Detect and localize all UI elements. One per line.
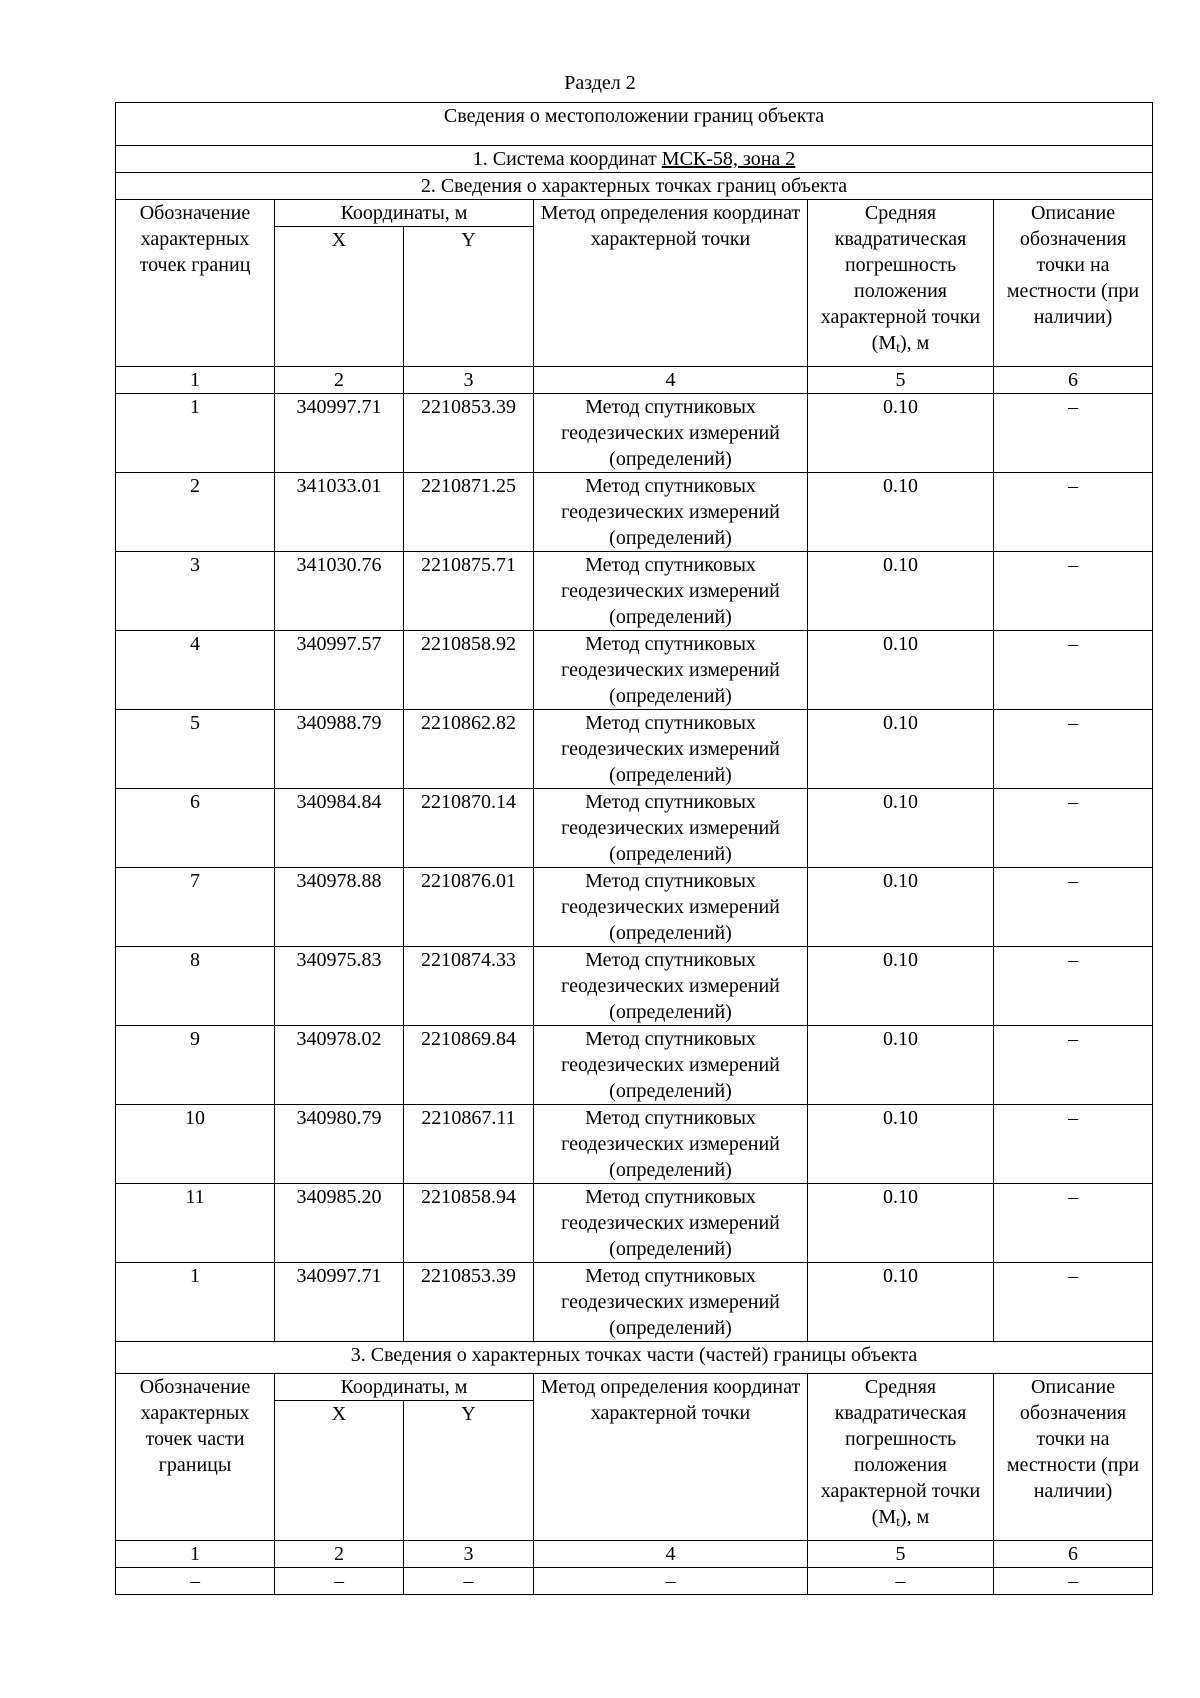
point-error: 0.10: [808, 473, 994, 552]
col-description: Описание обозначения точки на местности (при наличии): [994, 200, 1153, 367]
col-coords: Координаты, м: [275, 200, 534, 227]
coord-system-label: 1. Система координат: [472, 148, 657, 170]
point-method: Метод спутниковых геодезических измерений (определений): [534, 947, 808, 1026]
col-number: 4: [534, 367, 808, 394]
table-row: [116, 1263, 1153, 1342]
point-x: 340975.83: [275, 947, 404, 1026]
point-x: 340978.88: [275, 868, 404, 947]
table-row: [116, 710, 1153, 789]
col-description: Описание обозначения точки на местности (при наличии): [994, 1374, 1153, 1541]
col-y: Y: [404, 1401, 534, 1541]
coord-system-row: [116, 146, 1153, 173]
point-y: 2210853.39: [404, 394, 534, 473]
boundary-table: [115, 102, 1153, 1595]
point-number: 10: [116, 1105, 275, 1184]
point-description: –: [994, 1026, 1153, 1105]
points-heading: 2. Сведения о характерных точках границ объекта: [116, 173, 1153, 200]
table-row: [116, 552, 1153, 631]
point-error: 0.10: [808, 710, 994, 789]
point-description: –: [994, 473, 1153, 552]
point-number: 9: [116, 1026, 275, 1105]
parts-cell: –: [994, 1568, 1153, 1595]
point-method: Метод спутниковых геодезических измерений (определений): [534, 473, 808, 552]
col-error-text: Средняя квадратическая погрешность положения характерной точки (M: [820, 202, 981, 354]
point-x: 341030.76: [275, 552, 404, 631]
point-number: 2: [116, 473, 275, 552]
point-description: –: [994, 710, 1153, 789]
point-x: 340985.20: [275, 1184, 404, 1263]
table-row: [116, 1026, 1153, 1105]
col-error-suffix: ), м: [900, 1506, 930, 1528]
table-row: [116, 947, 1153, 1026]
col-method: Метод определения координат характерной точки: [534, 1374, 808, 1541]
point-y: 2210871.25: [404, 473, 534, 552]
table-row: [116, 1184, 1153, 1263]
point-y: 2210858.94: [404, 1184, 534, 1263]
point-y: 2210858.92: [404, 631, 534, 710]
point-error: 0.10: [808, 1184, 994, 1263]
point-error: 0.10: [808, 394, 994, 473]
point-description: –: [994, 394, 1153, 473]
point-description: –: [994, 631, 1153, 710]
col-number: 6: [994, 1541, 1153, 1568]
parts-cell: –: [534, 1568, 808, 1595]
point-x: 340997.71: [275, 394, 404, 473]
col-number: 3: [404, 1541, 534, 1568]
point-x: 341033.01: [275, 473, 404, 552]
col-error: [808, 200, 994, 367]
point-number: 5: [116, 710, 275, 789]
points-body: [116, 394, 1153, 1342]
col-number: 5: [808, 1541, 994, 1568]
point-method: Метод спутниковых геодезических измерений (определений): [534, 1263, 808, 1342]
col-number: 2: [275, 367, 404, 394]
col-error-suffix: ), м: [900, 332, 930, 354]
point-method: Метод спутниковых геодезических измерений (определений): [534, 789, 808, 868]
col-error-sub: t: [896, 341, 900, 356]
point-number: 8: [116, 947, 275, 1026]
col-number: 6: [994, 367, 1153, 394]
col-x: X: [275, 227, 404, 367]
point-x: 340997.57: [275, 631, 404, 710]
col-number: 4: [534, 1541, 808, 1568]
col-number: 1: [116, 1541, 275, 1568]
point-error: 0.10: [808, 631, 994, 710]
col-y: Y: [404, 227, 534, 367]
parts-cell: –: [404, 1568, 534, 1595]
table-header: Сведения о местоположении границ объекта: [116, 103, 1153, 146]
point-method: Метод спутниковых геодезических измерений (определений): [534, 1184, 808, 1263]
point-y: 2210869.84: [404, 1026, 534, 1105]
col-method: Метод определения координат характерной точки: [534, 200, 808, 367]
point-description: –: [994, 868, 1153, 947]
point-description: –: [994, 789, 1153, 868]
point-number: 3: [116, 552, 275, 631]
point-error: 0.10: [808, 1263, 994, 1342]
point-error: 0.10: [808, 789, 994, 868]
point-y: 2210867.11: [404, 1105, 534, 1184]
point-number: 1: [116, 394, 275, 473]
parts-cell: –: [275, 1568, 404, 1595]
col-error: [808, 1374, 994, 1541]
point-y: 2210874.33: [404, 947, 534, 1026]
table-row: [116, 473, 1153, 552]
table-row: [116, 789, 1153, 868]
col-coords: Координаты, м: [275, 1374, 534, 1401]
point-y: 2210870.14: [404, 789, 534, 868]
point-x: 340997.71: [275, 1263, 404, 1342]
point-description: –: [994, 1105, 1153, 1184]
point-error: 0.10: [808, 552, 994, 631]
parts-heading: 3. Сведения о характерных точках части (частей) границы объекта: [116, 1342, 1153, 1374]
point-number: 1: [116, 1263, 275, 1342]
table-row: [116, 1105, 1153, 1184]
point-number: 4: [116, 631, 275, 710]
col-number: 3: [404, 367, 534, 394]
point-number: 6: [116, 789, 275, 868]
point-description: –: [994, 1184, 1153, 1263]
point-x: 340980.79: [275, 1105, 404, 1184]
col-number: 2: [275, 1541, 404, 1568]
point-method: Метод спутниковых геодезических измерений (определений): [534, 710, 808, 789]
point-error: 0.10: [808, 868, 994, 947]
parts-cell: –: [808, 1568, 994, 1595]
point-method: Метод спутниковых геодезических измерений (определений): [534, 394, 808, 473]
point-method: Метод спутниковых геодезических измерений (определений): [534, 552, 808, 631]
point-description: –: [994, 552, 1153, 631]
point-y: 2210853.39: [404, 1263, 534, 1342]
point-x: 340978.02: [275, 1026, 404, 1105]
point-y: 2210875.71: [404, 552, 534, 631]
col-error-text: Средняя квадратическая погрешность положения характерной точки (M: [820, 1376, 981, 1528]
col-number: 1: [116, 367, 275, 394]
point-x: 340988.79: [275, 710, 404, 789]
point-method: Метод спутниковых геодезических измерений (определений): [534, 1026, 808, 1105]
point-error: 0.10: [808, 947, 994, 1026]
table-row: [116, 394, 1153, 473]
point-method: Метод спутниковых геодезических измерений (определений): [534, 631, 808, 710]
col-x: X: [275, 1401, 404, 1541]
point-method: Метод спутниковых геодезических измерений (определений): [534, 1105, 808, 1184]
col-number: 5: [808, 367, 994, 394]
point-description: –: [994, 947, 1153, 1026]
point-number: 11: [116, 1184, 275, 1263]
point-description: –: [994, 1263, 1153, 1342]
table-row: [116, 631, 1153, 710]
point-method: Метод спутниковых геодезических измерений (определений): [534, 868, 808, 947]
col-designation-parts: Обозначение характерных точек части границы: [116, 1374, 275, 1541]
point-error: 0.10: [808, 1105, 994, 1184]
table-row: [116, 868, 1153, 947]
point-x: 340984.84: [275, 789, 404, 868]
parts-cell: –: [116, 1568, 275, 1595]
point-error: 0.10: [808, 1026, 994, 1105]
point-number: 7: [116, 868, 275, 947]
section-title: Раздел 2: [564, 72, 636, 94]
col-error-sub: t: [896, 1515, 900, 1530]
point-y: 2210862.82: [404, 710, 534, 789]
point-y: 2210876.01: [404, 868, 534, 947]
coord-system-value: МСК-58, зона 2: [661, 148, 796, 170]
col-designation: Обозначение характерных точек границ: [116, 200, 275, 367]
